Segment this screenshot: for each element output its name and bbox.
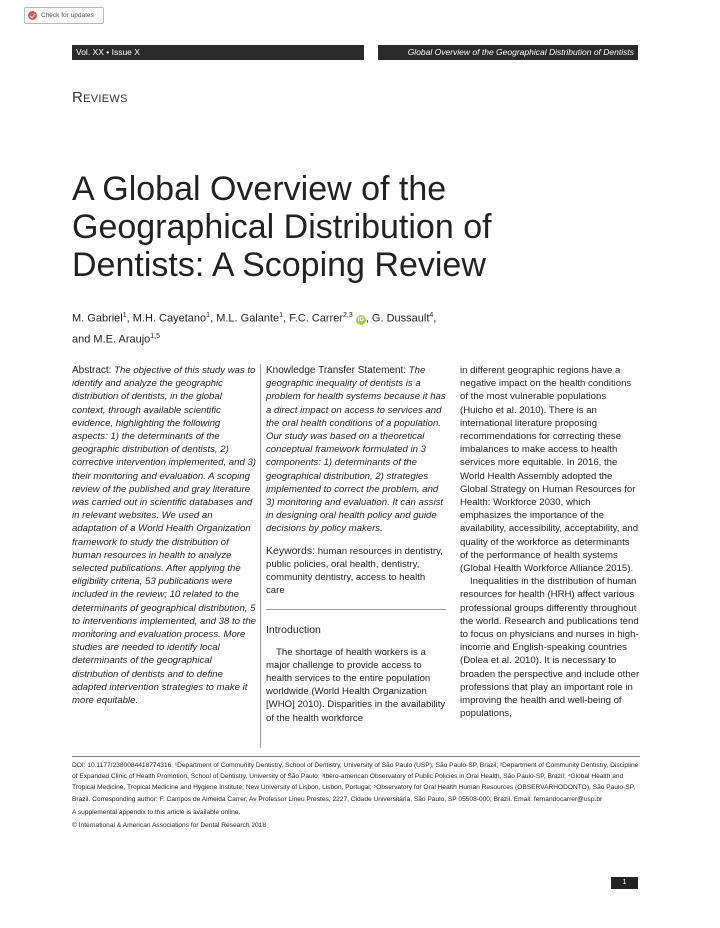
kts-text: The geographic inequality of dentists is a problem for health systems because it has a direct impact on access to services and the oral health conditions of a population. Our study was based on a theoretical conceptual framework formulated in 3 components: 1) determinants of the geographical distribution, 2) strategies implemented to correct the problem, and 3) monitoring and evaluation. It can assist in designing oral health policy and guide decisions by policy makers. <box>266 365 446 535</box>
author-name[interactable]: M. Gabriel <box>72 312 123 325</box>
author-affiliation-mark: 4 <box>429 312 434 319</box>
right-column <box>460 364 640 720</box>
check-badge-icon <box>28 11 37 20</box>
affiliations-text: DOI: 10.1177/2380084418774316. ¹Department of Community Dentistry, School of Dentistry, University of São Paulo (USP), São Paulo-SP, Brazil; ²Department of Community Dentistry, Discipline of Expanded Clinic of Health Promotion, School of Dentistry, University of São Paulo; ³Ibero-american Observatory of Public Policies in Oral Health, São Paulo-SP, Brazil; ⁴Global Health and Tropical Medicine, Tropical Medicine and Hygiene Institute, New University of Lisbon, Lisbon, Portugal; ⁵Observatory for Oral Health Human Resources (OBSERVARHODONTO), São Paulo-SP, Brazil. Corresponding author: F. Campos de Almeida Carrer, Av Professor Lineu Prestes, 2227, Cidade Universitária, São Paulo, SP 05508-000, Brazil. Email: fernandocarrer@usp.br <box>72 762 639 803</box>
journal-volume: Vol. XX • Issue X <box>72 45 364 60</box>
running-title: Global Overview of the Geographical Distribution of Dentists <box>378 45 638 60</box>
copyright-notice: © International & American Associations for Dental Research 2018 <box>72 822 266 830</box>
author-affiliation-mark: 1 <box>279 312 284 319</box>
middle-column <box>266 364 446 725</box>
author-affiliation-mark: 1 <box>206 312 211 319</box>
author-name[interactable]: F.C. Carrer <box>289 312 343 325</box>
introduction-paragraph-continued: in different geographic regions have a negative impact on the health conditions of the most vulnerable populations (Huicho et al. 2010). There is an international literature proposing recommendations for correcting these imbalances to make access to health services more equitable. In 2016, the World Health Assembly adopted the Global Strategy on Human Resources for Health: Workforce 2030, which emphasizes the importance of the availability, accessibility, acceptability, and quality of the workforce as determinants of the performance of health systems (Global Health Workforce Alliance 2015). <box>460 365 639 575</box>
introduction-heading: Introduction <box>266 624 321 637</box>
author-name[interactable]: M.E. Araujo <box>93 333 151 346</box>
author-name[interactable]: M.H. Cayetano <box>132 312 207 325</box>
abstract-column <box>72 364 257 707</box>
author-name[interactable]: G. Dussault <box>371 312 430 325</box>
author-affiliation-mark: 2,3 <box>342 312 353 319</box>
kts-label: Knowledge Transfer Statement: <box>266 365 407 376</box>
check-for-updates-badge[interactable] <box>24 7 104 24</box>
column-divider <box>260 364 261 748</box>
author-name[interactable]: M.L. Galante <box>216 312 280 325</box>
check-for-updates-label: Check for updates <box>41 12 94 19</box>
author-affiliation-mark: 1 <box>122 312 127 319</box>
article-title: A Global Overview of the Geographical Distribution of Dentists: A Scoping Review <box>72 170 492 284</box>
page-number: 1 <box>611 877 638 889</box>
keywords-label: Keywords: <box>266 544 316 557</box>
abstract-text: The objective of this study was to identify and analyze the geographic distribution of dentists, in the global context, through available scientific evidence, highlighting the following aspects: 1) the determinants of the geographic distribution of dentists, 2) corrective intervention implemented, and 3) their monitoring and evaluation. A scoping review of the published and gray literature was carried out in scientific databases and in relevant websites. We used an adaptation of a World Health Organization framework to study the distribution of human resources in health to analyze selected publications. After applying the eligibility criteria, 53 publications were included in the review; 10 related to the determinants of geographical distribution, 5 to interventions implemented, and 38 to the monitoring and evaluation process. More studies are needed to identify local determinants of the geographical distribution of dentists and to define adapted intervention strategies to make it more equitable. <box>72 365 256 707</box>
introduction-paragraph: Inequalities in the distribution of human resources for health (HRH) affect various professional groups differently throughout the world. Research and publications tend to focus on physicians and nurses in high-income and English-speaking countries (Dolea et al. 2010). It is necessary to broaden the perspective and include other professions that play an important role in improving the health and well-being of populations, <box>460 576 640 720</box>
running-header <box>72 45 638 60</box>
author-list: M. Gabriel$^1$, M.H. Cayetano$^1$, M.L. Galante$^1$, F.C. Carrer$^{2,3}$ iD , G. Dussault$^4$, and M.E. Araujo$^{1,5}$ <box>72 312 437 346</box>
supplemental-note[interactable]: A supplemental appendix to this article is available online. <box>72 808 241 816</box>
author-affiliation-mark: 1,5 <box>150 332 161 340</box>
orcid-icon[interactable]: iD <box>357 316 364 323</box>
introduction-paragraph: The shortage of health workers is a major challenge to provide access to health services to the entire population worldwide (World Health Organization [WHO] 2010). Disparities in the availability of the health workforce <box>266 646 446 724</box>
footnote-divider <box>72 756 640 757</box>
section-label: Reviews <box>72 89 128 106</box>
keywords-text: human resources in dentistry, public policies, oral health, dentistry, community dentistry, access to health care <box>266 545 443 597</box>
footnote <box>72 760 640 833</box>
section-divider <box>266 609 446 610</box>
abstract-label: Abstract: <box>72 365 112 376</box>
